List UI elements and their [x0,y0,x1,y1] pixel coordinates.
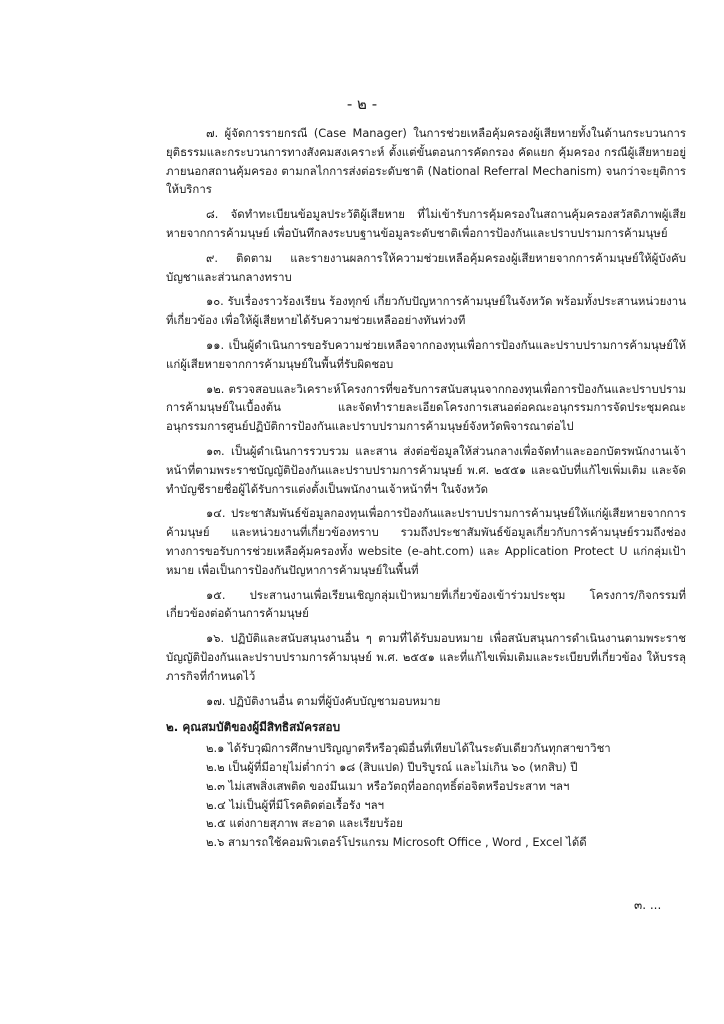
qualification-item: ๒.๕ แต่งกายสุภาพ สะอาด และเรียบร้อย [206,816,403,831]
duty-item: ๑๑. เป็นผู้ดำเนินการขอรับความช่วยเหลือจากกองทุนเพื่อการป้องกันและปราบปรามการค้ามนุษย์ให้แก่ผู้เสียหายจากการค้ามนุษย์ในพื้นที่รับผิดชอบ [166,337,686,371]
qualification-item: ๒.๑ ได้รับวุฒิการศึกษาปริญญาตรีหรือวุฒิอื่นที่เทียบได้ในระดับเดียวกันทุกสาขาวิชา [206,741,611,756]
duty-item: ๑๓. เป็นผู้ดำเนินการรวบรวม และสาน ส่งต่อข้อมูลให้ส่วนกลางเพื่อจัดทำและออกบัตรพนักงานเจ้าหน้าที่ตามพระราชบัญญัติป้องกันและปราบปรามการค้ามนุษย์ พ.ศ. ๒๕๕๑ และฉบับที่แก้ไขเพิ่มเติม และจัดทำบัญชีรายชื่อผู้ได้รับการแต่งตั้งเป็นพนักงานเจ้าหน้าที่ฯ ในจังหวัด [166,443,686,496]
duty-item: ๑๕. ประสานงานเพื่อเรียนเชิญกลุ่มเป้าหมายที่เกี่ยวข้องเข้าร่วมประชุม โครงการ/กิจกรรมที่เกี่ยวข้องต่อด้านการค้ามนุษย์ [166,587,686,621]
qualification-item: ๒.๖ สามารถใช้คอมพิวเตอร์โปรแกรม Microsoft Office , Word , Excel ได้ดี [206,835,587,850]
duty-item: ๑๐. รับเรื่องราวร้องเรียน ร้องทุกข์ เกี่ยวกับปัญหาการค้ามนุษย์ในจังหวัด พร้อมทั้งประสานหน่วยงานที่เกี่ยวข้อง เพื่อให้ผู้เสียหายได้รับความช่วยเหลืออย่างทันท่วงที [166,294,686,328]
document-body [166,124,686,852]
duty-item: ๙. ติดตาม และรายงานผลการให้ความช่วยเหลือคุ้มครองผู้เสียหายจากการค้ามนุษย์ให้ผู้บังคับบัญชาและส่วนกลางทราบ [166,250,686,284]
qualifications-title: ๒. คุณสมบัติของผู้มีสิทธิสมัครสอบ [166,720,341,735]
duty-item: ๘. จัดทำทะเบียนข้อมูลประวัติผู้เสียหาย ที่ไม่เข้ารับการคุ้มครองในสถานคุ้มครองสวัสดิภาพผู้เสียหายจากการค้ามนุษย์ เพื่อบันทึกลงระบบฐานข้อมูลระดับชาติเพื่อการป้องกันและปราบปรามการค้ามนุษย์ [166,207,686,240]
duty-item: ๗. ผู้จัดการรายกรณี (Case Manager) ในการช่วยเหลือคุ้มครองผู้เสียหายทั้งในด้านกระบวนการยุติธรรมและกระบวนการทางสังคมสงเคราะห์ ตั้งแต่ขั้นตอนการคัดกรอง คัดแยก คุ้มครอง กรณีผู้เสียหายอยู่ภายนอกสถานคุ้มครอง ตามกลไกการส่งต่อระดับชาติ (National Referral Mechanism) จนกว่าจะยุติการให้บริการ [166,126,686,197]
next-page-marker: ๓. ... [634,898,662,912]
page-number: - ๒ - [346,95,378,113]
qualification-item: ๒.๒ เป็นผู้ที่มีอายุไม่ต่ำกว่า ๑๘ (สิบแปด) ปีบริบูรณ์ และไม่เกิน ๖๐ (หกสิบ) ปี [206,759,578,774]
duty-item: ๑๒. ตรวจสอบและวิเคราะห์โครงการที่ขอรับการสนับสนุนจากกองทุนเพื่อการป้องกันและปราบปรามการค้ามนุษย์ในเบื้องต้น และจัดทำรายละเอียดโครงการเสนอต่อคณะอนุกรรมการจัดประชุมคณะอนุกรรมการศูนย์ปฏิบัติการป้องกันและปราบปรามการค้ามนุษย์จังหวัดพิจารณาต่อไป [166,381,686,434]
duty-item: ๑๗. ปฏิบัติงานอื่น ตามที่ผู้บังคับบัญชามอบหมาย [206,693,441,708]
qualification-item: ๒.๓ ไม่เสพสิ่งเสพติด ของมึนเมา หรือวัตถุที่ออกฤทธิ์ต่อจิตหรือประสาท ฯลฯ [206,778,570,793]
duty-item: ๑๔. ประชาสัมพันธ์ข้อมูลกองทุนเพื่อการป้องกันและปราบปรามการค้ามนุษย์ให้แก่ผู้เสียหายจากการค้ามนุษย์ และหน่วยงานที่เกี่ยวข้องทราบ รวมถึงประชาสัมพันธ์ข้อมูลเกี่ยวกับการค้ามนุษย์รวมถึงช่องทางการขอรับการช่วยเหลือคุ้มครองทั้ง website (e-aht.com) และ Application Protect U แก่กลุ่มเป้าหมาย เพื่อเป็นการป้องกันปัญหาการค้ามนุษย์ในพื้นที่ [166,506,686,577]
duty-item: ๑๖. ปฏิบัติและสนับสนุนงานอื่น ๆ ตามที่ได้รับมอบหมาย เพื่อสนับสนุนการดำเนินงานตามพระราชบัญญัติป้องกันและปราบปรามการค้ามนุษย์ พ.ศ. ๒๕๕๑ และที่แก้ไขเพิ่มเติมและระเบียบที่เกี่ยวข้อง ให้บรรลุภารกิจที่กำหนดไว้ [166,631,686,683]
qualification-item: ๒.๔ ไม่เป็นผู้ที่มีโรคติดต่อเรื้อรัง ฯลฯ [206,797,385,812]
